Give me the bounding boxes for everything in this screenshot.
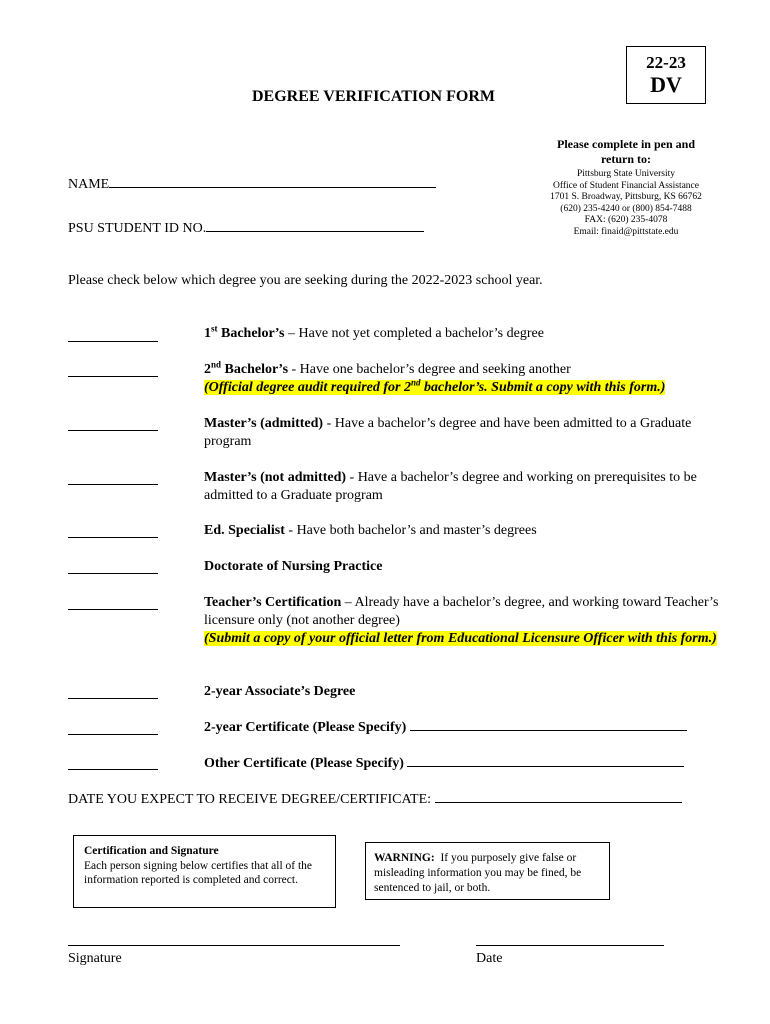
student-id-label: PSU STUDENT ID NO. xyxy=(68,221,207,236)
form-code-box xyxy=(626,46,706,104)
option-title: Bachelor’s xyxy=(221,362,289,377)
option-title: 2-year Certificate (Please Specify) xyxy=(204,720,407,735)
option-description: - Have a bachelor’s degree and working on prerequisites to be admitted to a Graduate program xyxy=(204,470,697,503)
form-code: DV xyxy=(650,72,682,97)
option-description: - Have both bachelor’s and master’s degrees xyxy=(284,523,537,538)
ordinal-suffix: st xyxy=(211,323,218,334)
address-line-office: Office of Student Financial Assistance xyxy=(553,180,699,191)
date-line[interactable] xyxy=(476,945,664,946)
signature-label: Signature xyxy=(68,951,122,966)
option-description: – Already have a bachelor’s degree, and working toward Teacher’s licensure only (not another degree) xyxy=(204,595,719,628)
option-description: - Have a bachelor’s degree and have been admitted to a Graduate program xyxy=(204,416,692,449)
address-line-phone: (620) 235-4240 or (800) 854-7488 xyxy=(560,203,692,214)
option-description: – Have not yet completed a bachelor’s degree xyxy=(284,326,544,341)
page-title: DEGREE VERIFICATION FORM xyxy=(252,88,495,105)
form-year: 22-23 xyxy=(646,53,686,72)
option-certificate xyxy=(204,718,724,737)
warning-label: WARNING: xyxy=(374,852,435,864)
signature-line[interactable] xyxy=(68,945,400,946)
checkbox-line-associate[interactable] xyxy=(68,698,158,699)
option-teacher-cert xyxy=(204,594,724,648)
checkbox-line-dnp[interactable] xyxy=(68,573,158,574)
option-associate xyxy=(204,683,724,701)
checkbox-line-certificate[interactable] xyxy=(68,734,158,735)
date-expect-input-line[interactable] xyxy=(435,790,682,803)
address-line-street: 1701 S. Broadway, Pittsburg, KS 66762 xyxy=(550,192,702,203)
student-id-field xyxy=(68,219,424,237)
option-number: 1 xyxy=(204,326,211,341)
name-label: NAME xyxy=(68,177,110,192)
option-title: Ed. Specialist xyxy=(204,523,285,538)
certification-heading: Certification and Signature xyxy=(84,845,219,857)
checkbox-line-masters-admitted[interactable] xyxy=(68,430,158,431)
other-cert-specify-line[interactable] xyxy=(407,754,684,767)
warning-box xyxy=(365,842,610,900)
option-note-highlight xyxy=(204,377,666,395)
option-title: Bachelor’s xyxy=(217,326,285,341)
date-expect-field xyxy=(68,790,682,808)
note-text-end: bachelor’s. Submit a copy with this form.) xyxy=(420,380,666,395)
date-label: Date xyxy=(476,951,503,966)
checkbox-line-other-cert[interactable] xyxy=(68,769,158,770)
address-line-email: Email: finaid@pittstate.edu xyxy=(573,226,679,237)
option-title: Teacher’s Certification xyxy=(204,595,342,610)
option-bachelor2 xyxy=(204,361,724,397)
option-note-highlight: (Submit a copy of your official letter from Educational Licensure Officer with this form.) xyxy=(204,631,717,646)
return-heading: Please complete in pen and return to: xyxy=(557,137,695,166)
certification-box xyxy=(73,835,336,908)
checkbox-line-ed-specialist[interactable] xyxy=(68,537,158,538)
return-address-block xyxy=(520,137,732,239)
option-other-cert xyxy=(204,754,724,773)
option-title: Other Certificate (Please Specify) xyxy=(204,756,404,771)
certification-body: Each person signing below certifies that all of the information reported is completed and correct. xyxy=(84,859,313,886)
option-number: 2 xyxy=(204,362,211,377)
option-title: Master’s (admitted) xyxy=(204,416,324,431)
ordinal-suffix: nd xyxy=(211,359,222,370)
option-title: 2-year Associate’s Degree xyxy=(204,684,356,699)
option-ed-specialist xyxy=(204,522,724,540)
address-line-university: Pittsburg State University xyxy=(577,169,675,179)
option-description: - Have one bachelor’s degree and seeking another xyxy=(288,362,571,377)
student-id-input-line[interactable] xyxy=(206,219,424,232)
checkbox-line-masters-not-admitted[interactable] xyxy=(68,484,158,485)
option-title: Doctorate of Nursing Practice xyxy=(204,559,383,574)
checkbox-line-teacher-cert[interactable] xyxy=(68,609,158,610)
checkbox-line-bachelor1[interactable] xyxy=(68,341,158,342)
name-field xyxy=(68,175,436,193)
option-title: Master’s (not admitted) xyxy=(204,470,347,485)
checkbox-line-bachelor2[interactable] xyxy=(68,376,158,377)
date-expect-label: DATE YOU EXPECT TO RECEIVE DEGREE/CERTIFICATE: xyxy=(68,792,432,807)
option-masters-admitted xyxy=(204,415,724,451)
address-line-fax: FAX: (620) 235-4078 xyxy=(584,215,668,226)
name-input-line[interactable] xyxy=(109,175,436,188)
note-text: (Official degree audit required for 2 xyxy=(204,380,411,395)
certificate-specify-line[interactable] xyxy=(410,718,687,731)
option-bachelor1 xyxy=(204,325,724,343)
note-ordinal-suffix: nd xyxy=(411,377,421,388)
option-masters-not-admitted xyxy=(204,469,729,505)
warning-body: If you purposely give false or misleading information you may be fined, be sentenced to jail, or both. xyxy=(374,852,585,894)
instruction-text: Please check below which degree you are seeking during the 2022-2023 school year. xyxy=(68,273,543,288)
option-dnp xyxy=(204,558,724,576)
